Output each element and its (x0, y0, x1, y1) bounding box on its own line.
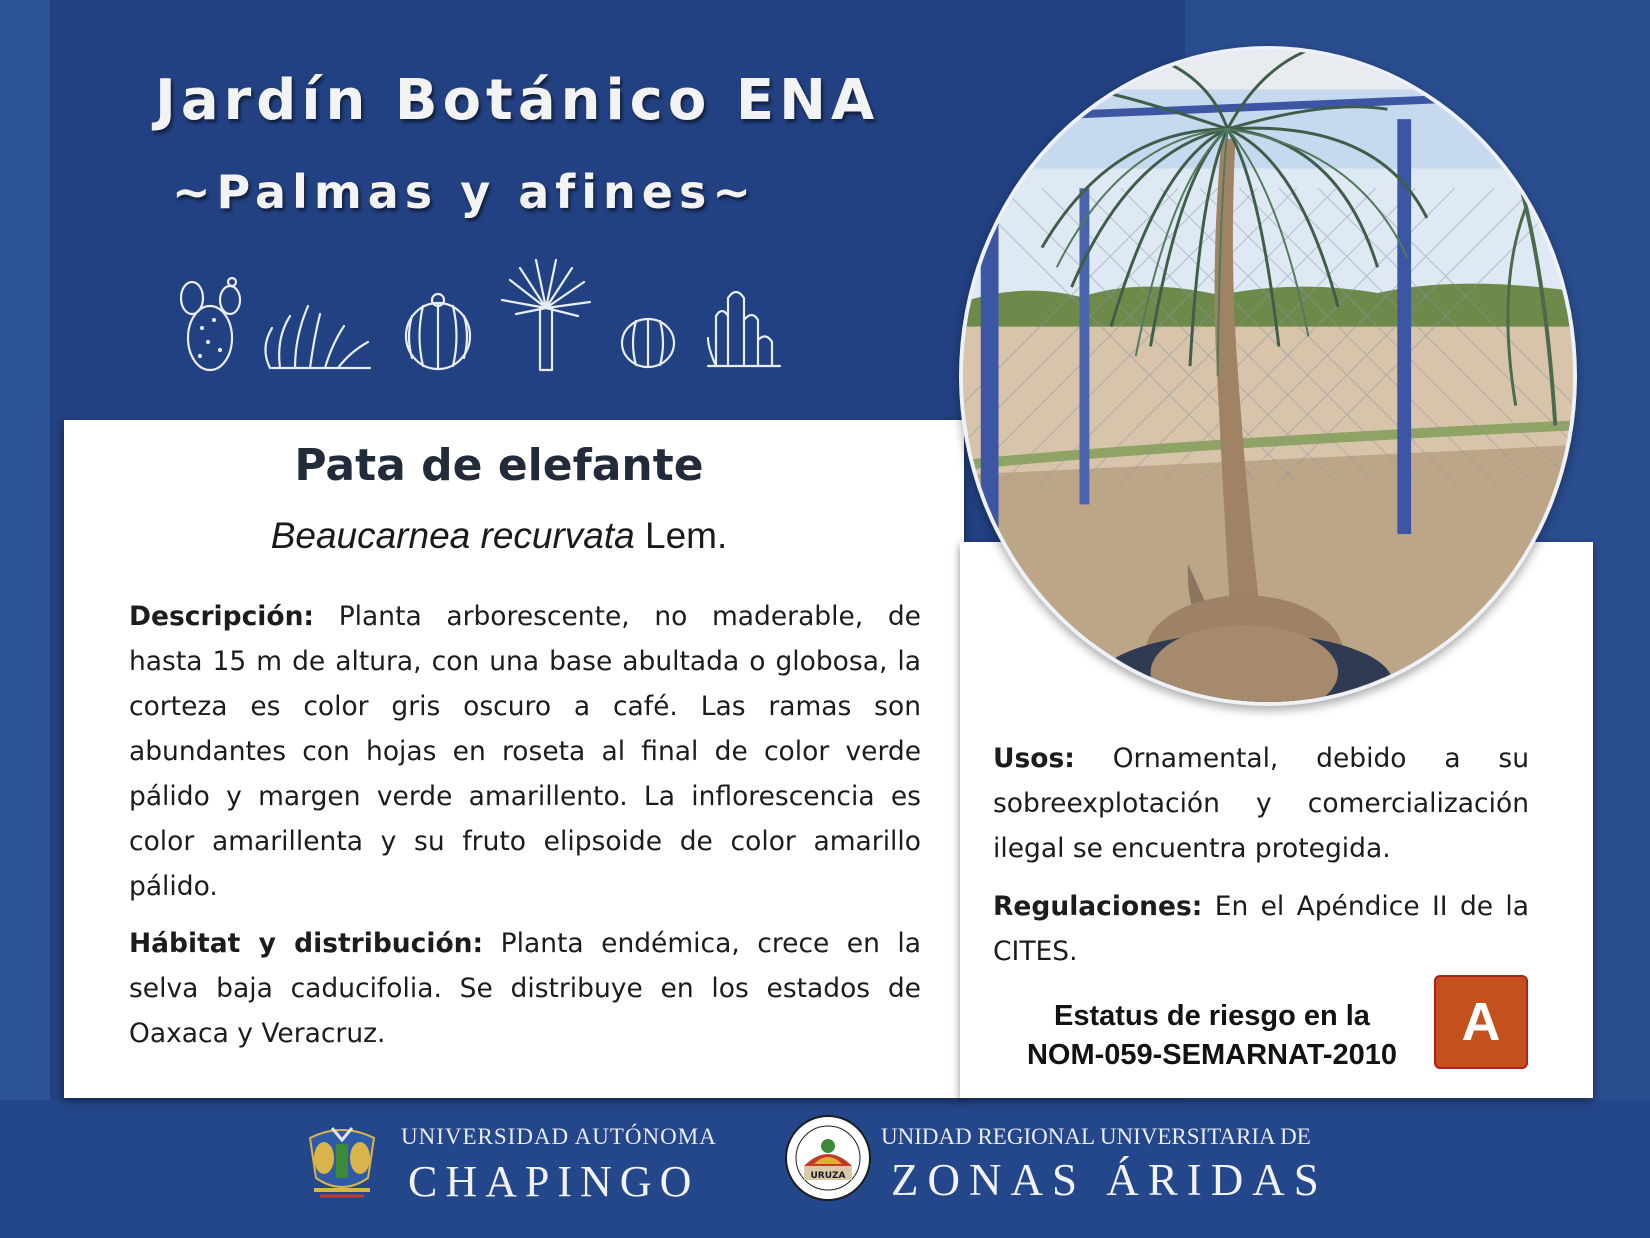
uruza-logo-text: URUZA (810, 1171, 846, 1181)
scientific-name-italic: Beaucarnea recurvata (270, 515, 635, 556)
regulations-text: En el Apéndice II de la CITES. (993, 891, 1529, 967)
uruza-line1: UNIDAD REGIONAL UNIVERSITARIA DE (881, 1124, 1311, 1149)
uses-text: Ornamental, debido a su sobreexplotación y comercialización ilegal se encuentra protegida. (993, 743, 1529, 864)
chapingo-line1: UNIVERSIDAD AUTÓNOMA (401, 1124, 717, 1149)
risk-category-badge: A (1434, 975, 1528, 1069)
description-text: Planta arborescente, no maderable, de hasta 15 m de altura, con una base abultada o globosa, la corteza es color gris oscuro a café. Las ramas son abundantes con hojas en roseta al final de color verde pálido y margen verde amarillento. La inflorescencia es color amarillenta y su fruto elipsoide de color amarillo pálido. (129, 601, 921, 902)
scientific-name (64, 515, 934, 557)
description-paragraph (129, 594, 921, 909)
plant-photo-scene (963, 50, 1573, 702)
uruza-logo (784, 1114, 872, 1202)
common-name: Pata de elefante (294, 440, 704, 491)
description-label: Descripción: (129, 601, 315, 632)
risk-status-line1: Estatus de riesgo en la (1054, 1000, 1370, 1032)
author-abbreviation: Lem. (645, 515, 728, 556)
chapingo-line2: CHAPINGO (408, 1157, 700, 1206)
habitat-text: Planta endémica, crece en la selva baja caducifolia. Se distribuye en los estados de Oaxaca y Veracruz. (129, 928, 921, 1049)
page-title: Jardín Botánico ENA (155, 68, 880, 133)
habitat-label: Hábitat y distribución: (129, 928, 484, 959)
uses-paragraph (993, 736, 1529, 871)
regulations-label: Regulaciones: (993, 891, 1203, 922)
round-cactus-icon (622, 319, 674, 367)
chapingo-logo (302, 1118, 382, 1202)
habitat-paragraph (129, 921, 921, 1056)
uses-label: Usos: (993, 743, 1075, 774)
background-strip-left (0, 0, 50, 1238)
risk-status-label (1012, 997, 1412, 1075)
columnar-cactus-icon (708, 292, 780, 366)
barrel-cactus-icon (406, 294, 470, 369)
uruza-line2: ZONAS ÁRIDAS (891, 1155, 1328, 1205)
yucca-icon (502, 260, 590, 370)
plant-photo (959, 46, 1577, 706)
regulations-paragraph (993, 884, 1529, 974)
page-subtitle: ~Palmas y afines~ (172, 165, 757, 219)
plant-illustrations (180, 258, 820, 376)
risk-status-line2: NOM-059-SEMARNAT-2010 (1026, 1039, 1398, 1071)
nopal-cactus-icon (181, 278, 240, 370)
agave-icon (265, 306, 370, 368)
